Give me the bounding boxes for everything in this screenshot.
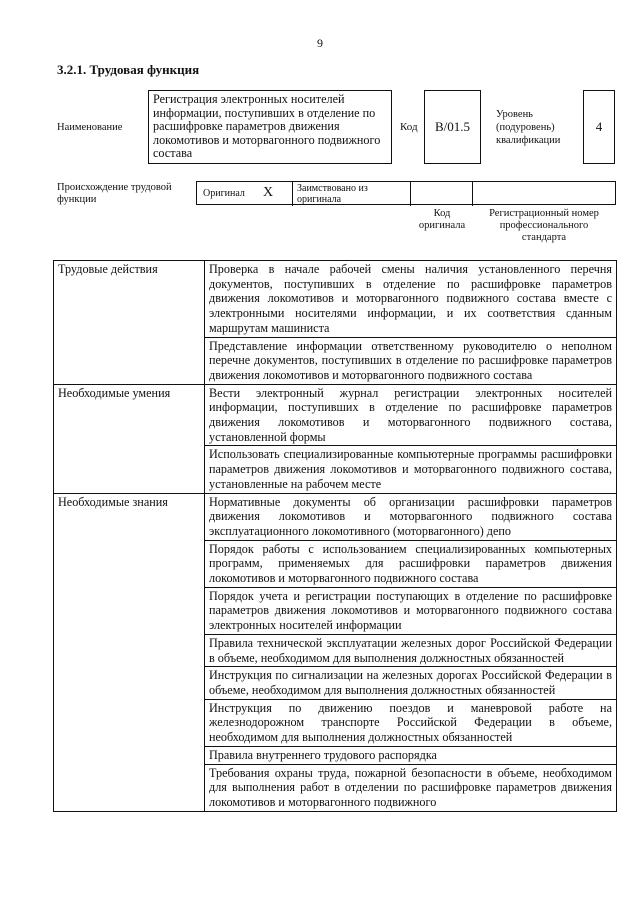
level-label <box>496 108 560 147</box>
knowledge-item: Инструкция по сигнализации на железных дорогах Российской Федерации в объеме, необходимом для выполнения должностных обязанностей <box>205 667 617 699</box>
borrowed-cell <box>292 182 410 206</box>
knowledge-item: Порядок работы с использованием специализированных компьютерных программ, применяемых для расшифровки параметров движения локомотивов и моторвагонного подвижного состава <box>205 540 617 587</box>
function-name-box: Регистрация электронных носителей информации, поступивших в отделение по расшифровке параметров движения локомотивов и моторвагонного подвижного состава <box>148 90 392 164</box>
reg-caption-line2: профессионального <box>499 220 589 231</box>
knowledge-item: Инструкция по движению поездов и маневровой работе на железнодорожном транспорте Российской Федерации в объеме, необходимом для выполнения должностных обязанностей <box>205 699 617 746</box>
table-row <box>54 384 617 446</box>
origin-table <box>196 181 616 205</box>
original-mark: X <box>263 185 274 200</box>
level-label-line3: квалификации <box>496 135 561 146</box>
knowledge-item: Правила внутреннего трудового распорядка <box>205 746 617 764</box>
action-item: Проверка в начале рабочей смены наличия установленного перечня документов, поступивших в отделение по расшифровке параметров движения локомотивов и моторвагонного подвижного состава вместе с электронными носителями информации, и их соответствия сданным маршрутам машиниста <box>205 261 617 338</box>
actions-label: Трудовые действия <box>54 261 205 385</box>
reg-number-caption <box>472 208 616 244</box>
reg-number-cell <box>472 182 616 206</box>
skill-item: Использовать специализированные компьютерные программы расшифровки параметров движения локомотивов и моторвагонного подвижного состава, установленные на рабочем месте <box>205 446 617 493</box>
code-caption-line1: Код <box>433 208 451 219</box>
name-label: Наименование <box>57 122 123 133</box>
level-label-line2: (подуровень) <box>496 122 555 133</box>
knowledge-item: Порядок учета и регистрации поступающих в отделение по расшифровке параметров движения локомотивов и моторвагонного подвижного состава электронных носителей информации <box>205 587 617 634</box>
borrowed-label-line1: Заимствовано из <box>297 183 368 194</box>
level-box <box>583 90 615 164</box>
knowledge-item: Правила технической эксплуатации железных дорог Российской Федерации в объеме, необходимом для выполнения должностных обязанностей <box>205 634 617 666</box>
skills-label: Необходимые умения <box>54 384 205 493</box>
code-box <box>424 90 481 164</box>
skill-item: Вести электронный журнал регистрации электронных носителей информации, поступивших в отделение по расшифровке параметров движения локомотивов и моторвагонного подвижного состава, установленной формы <box>205 384 617 446</box>
section-title: 3.2.1. Трудовая функция <box>57 62 200 77</box>
original-cell <box>197 182 292 206</box>
page-number: 9 <box>317 36 323 50</box>
knowledge-item: Нормативные документы об организации расшифровки параметров движения локомотивов и моторвагонного подвижного состава эксплуатационного локомотивного (моторвагонного) депо <box>205 493 617 540</box>
reg-caption-line1: Регистрационный номер <box>489 208 599 219</box>
reg-caption-line3: стандарта <box>521 232 567 243</box>
code-value: B/01.5 <box>434 119 471 134</box>
function-details-table <box>53 260 617 812</box>
origin-label-line1: Происхождение трудовой <box>57 182 172 193</box>
borrowed-label-line2: оригинала <box>297 194 342 205</box>
origin-label-line2: функции <box>57 194 97 205</box>
level-value: 4 <box>595 119 603 134</box>
knowledge-label: Необходимые знания <box>54 493 205 811</box>
original-label: Оригинал <box>203 188 245 199</box>
origin-label <box>57 182 172 206</box>
table-row <box>54 261 617 338</box>
action-item: Представление информации ответственному руководителю о неполном перечне документов, поступивших в отделение по расшифровке параметров движения локомотивов и моторвагонного подвижного состава <box>205 337 617 384</box>
level-label-line1: Уровень <box>496 109 533 120</box>
code-label: Код <box>400 121 418 133</box>
code-caption-line2: оригинала <box>418 220 466 231</box>
code-original-caption <box>411 208 473 232</box>
knowledge-item: Требования охраны труда, пожарной безопасности в объеме, необходимом для выполнения работ в отделении по расшифровке параметров движения локомотивов и моторвагонного подвижного <box>205 764 617 811</box>
table-row <box>54 493 617 540</box>
code-original-cell <box>410 182 472 206</box>
